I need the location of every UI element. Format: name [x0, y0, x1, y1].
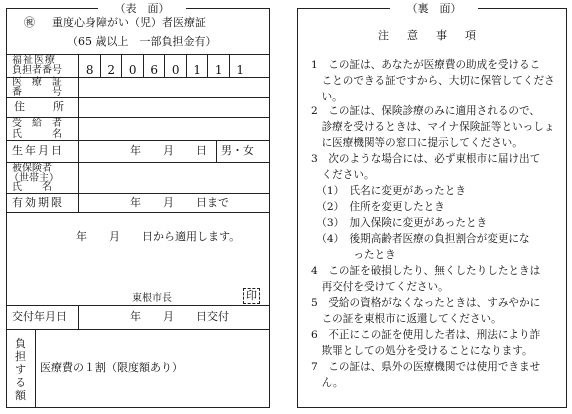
id-label-2: 番 号	[12, 87, 62, 98]
payer-digit: 1	[236, 63, 245, 77]
dob-label: 生年月日	[12, 144, 64, 157]
notice-line: い。	[311, 91, 343, 103]
payer-digit: 1	[214, 63, 223, 77]
payer-label-2: 負担者番号	[12, 65, 62, 76]
notice-line: ください。	[311, 169, 375, 181]
payer-digit: 8	[85, 63, 94, 77]
valid-label: 有効期限	[12, 196, 64, 209]
payer-digit: 1	[193, 63, 202, 77]
payer-digit: 0	[128, 63, 137, 77]
front-header: （表 面）	[98, 0, 186, 16]
title-mark: ㊗	[24, 16, 35, 29]
payer-digit: 0	[171, 63, 180, 77]
id-label-1: 医 療 証	[12, 77, 62, 88]
notice-line: ことのできる証ですから、大切に保管してくださ	[311, 75, 555, 87]
insured-label-1: 被保険者	[12, 163, 52, 174]
notice-line: 1 この証は、あなたが医療費の助成を受けるこ	[311, 59, 541, 71]
recipient-label-1: 受 給 者	[12, 118, 62, 129]
notice-line: 6 不正にこの証を使用した者は、刑法により詐	[311, 329, 541, 341]
gender-value: 男・女	[221, 144, 254, 157]
payer-digit: 2	[107, 63, 116, 77]
card-title: 重度心身障がい（児）者医療証	[52, 16, 206, 29]
notice-list	[311, 57, 566, 387]
notice-line: ん。	[311, 377, 344, 389]
issue-label: 交付年月日	[12, 310, 67, 323]
valid-value: 年 月 日まで	[130, 196, 229, 209]
notice-line: 7 この証は、県外の医療機関では使用できませ	[311, 361, 541, 373]
insured-label-2: （世帯主）	[9, 173, 59, 184]
dob-value: 年 月 日	[130, 144, 207, 157]
payer-label-1: 福祉医療	[12, 55, 56, 66]
notice-line: （3） 加入保険に変更があったとき	[311, 217, 488, 229]
notice-line: ったとき	[311, 249, 396, 261]
notice-line: 再交付を受けてください。	[311, 281, 449, 293]
notice-title: 注意事項	[378, 29, 494, 42]
payer-number	[79, 59, 251, 78]
notice-line: 5 受給の資格がなくなったときは、すみやかに	[311, 297, 541, 309]
notice-line: （4） 後期高齢者医療の負担割合が変更にな	[311, 233, 530, 245]
notice-line: （1） 氏名に変更があったとき	[311, 185, 466, 197]
apply-text: 年 月 日から適用します。	[76, 230, 241, 243]
mayor-label: 東根市長	[132, 293, 172, 304]
insured-label-3: 氏 名	[12, 182, 52, 193]
notice-line: （2） 住所を変更したとき	[311, 201, 445, 213]
address-label: 住 所	[14, 100, 66, 113]
recipient-label-2: 氏 名	[12, 129, 62, 140]
payer-digit: 6	[150, 63, 159, 77]
notice-line: 2 この証は、保険診療のみに適用されるので、	[311, 105, 540, 117]
notice-line: 欺罪としての処分を受けることになります。	[311, 345, 533, 357]
issue-value: 年 月 日交付	[130, 310, 229, 323]
back-header: （裏 面）	[390, 0, 478, 16]
notice-line: に医療機関等の窓口に提示してください。	[311, 137, 523, 149]
seal-label: 印	[246, 289, 257, 302]
card-subtitle: （65 歳以上 一部負担金有）	[67, 35, 217, 48]
notice-line: 3 次のような場合には、必ず東根市に届け出て	[311, 153, 541, 165]
burden-label: 負担する額	[15, 337, 26, 402]
notice-line: この証を東根市に返還してください。	[311, 313, 502, 325]
notice-line: 4 この証を破損したり、無くしたりしたときは	[311, 265, 541, 277]
notice-line: 診療を受けるときは、マイナ保険証等といっしょ	[311, 121, 555, 133]
burden-value: 医療費の１割（限度額あり）	[40, 361, 183, 374]
